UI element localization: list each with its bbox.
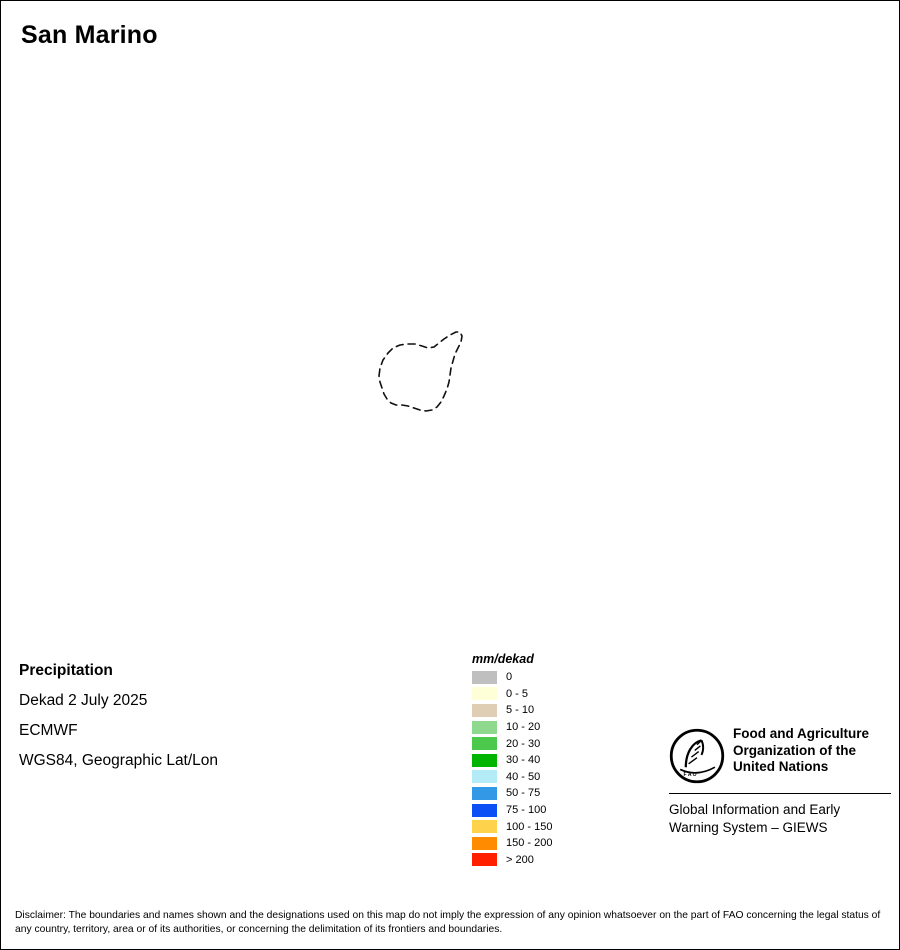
disclaimer-text: Disclaimer: The boundaries and names shown and the designations used on this map do not imply the expression of any opinion whatsoever on the part of FAO concerning the legal status of any country, territory, area or of its authorities, or concerning the delimitation of its frontiers and boundaries.	[15, 910, 881, 935]
legend-label: 100 - 150	[506, 820, 553, 833]
legend-swatch	[472, 787, 497, 800]
giews-line-1: Global Information and Early	[669, 802, 841, 817]
legend	[472, 652, 592, 868]
legend-swatch	[472, 687, 497, 700]
legend-label: 5 - 10	[506, 704, 535, 717]
fao-logo-icon	[669, 728, 725, 784]
fao-divider	[669, 793, 891, 794]
legend-item	[472, 785, 592, 802]
legend-item	[472, 769, 592, 786]
legend-item	[472, 818, 592, 835]
map-info-block	[19, 656, 439, 776]
legend-label: 150 - 200	[506, 837, 553, 850]
legend-label: 10 - 20	[506, 721, 541, 734]
legend-label: 50 - 75	[506, 787, 541, 800]
legend-swatch	[472, 837, 497, 850]
legend-label: > 200	[506, 853, 534, 866]
legend-swatch	[472, 721, 497, 734]
info-variable: Precipitation	[19, 662, 113, 679]
san-marino-boundary	[379, 332, 462, 411]
legend-item	[472, 802, 592, 819]
info-period: Dekad 2 July 2025	[19, 692, 148, 709]
legend-swatch	[472, 820, 497, 833]
fao-name-line-3: United Nations	[733, 759, 829, 774]
legend-swatch	[472, 853, 497, 866]
legend-swatch	[472, 737, 497, 750]
info-projection: WGS84, Geographic Lat/Lon	[19, 752, 219, 769]
legend-item	[472, 835, 592, 852]
legend-item	[472, 735, 592, 752]
page-title: San Marino	[21, 21, 158, 49]
legend-swatch	[472, 704, 497, 717]
fao-branding	[669, 726, 891, 837]
legend-item	[472, 852, 592, 869]
legend-label: 0 - 5	[506, 687, 529, 700]
fao-name-line-1: Food and Agriculture	[733, 726, 869, 741]
fao-name-line-2: Organization of the	[733, 742, 856, 758]
legend-swatch	[472, 754, 497, 767]
legend-swatch	[472, 804, 497, 817]
svg-text:F A O: F A O	[683, 772, 697, 779]
legend-label: 75 - 100	[506, 804, 547, 817]
legend-item	[472, 686, 592, 703]
legend-item	[472, 719, 592, 736]
legend-label: 40 - 50	[506, 770, 541, 783]
legend-swatch	[472, 671, 497, 684]
legend-item	[472, 669, 592, 686]
legend-label: 20 - 30	[506, 737, 541, 750]
legend-swatch	[472, 770, 497, 783]
legend-title: mm/dekad	[472, 652, 534, 666]
legend-item	[472, 702, 592, 719]
info-source: ECMWF	[19, 722, 78, 739]
legend-item	[472, 752, 592, 769]
legend-label: 30 - 40	[506, 754, 541, 767]
giews-line-2: Warning System – GIEWS	[669, 820, 828, 835]
legend-label: 0	[506, 671, 513, 684]
